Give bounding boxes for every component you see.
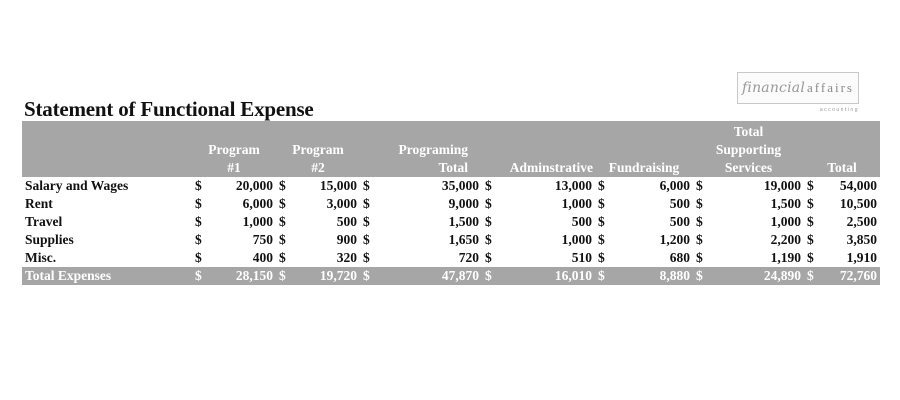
amount-value: 1,000 [242, 214, 273, 229]
currency-symbol: $ [696, 268, 703, 283]
amount-value: 1,650 [448, 232, 479, 247]
cell-program1 [192, 267, 276, 285]
table-body [22, 177, 880, 285]
cell-program2 [276, 177, 360, 195]
table-header-row [22, 121, 880, 177]
row-label: Travel [25, 214, 63, 229]
currency-symbol: $ [696, 250, 703, 265]
cell-program2 [276, 195, 360, 213]
currency-symbol: $ [279, 268, 286, 283]
header-administrative [482, 121, 595, 177]
table-row [22, 231, 880, 249]
amount-value: 19,000 [763, 178, 801, 193]
cell-fundraising [595, 177, 693, 195]
currency-symbol: $ [195, 196, 202, 211]
table-row [22, 195, 880, 213]
cell-administrative [482, 267, 595, 285]
currency-symbol: $ [485, 232, 492, 247]
row-label: Rent [25, 196, 53, 211]
amount-value: 20,000 [235, 178, 273, 193]
amount-value: 72,760 [839, 268, 877, 283]
currency-symbol: $ [807, 214, 814, 229]
currency-symbol: $ [598, 250, 605, 265]
cell-total [804, 249, 880, 267]
amount-value: 24,890 [763, 268, 801, 283]
amount-value: 1,000 [561, 232, 592, 247]
currency-symbol: $ [195, 214, 202, 229]
cell-supporting [693, 267, 804, 285]
header-line: Services [724, 160, 773, 175]
cell-program1 [192, 195, 276, 213]
amount-value: 1,000 [770, 214, 801, 229]
logo-subtitle: accounting [819, 107, 859, 113]
amount-value: 2,500 [846, 214, 877, 229]
amount-value: 320 [336, 250, 357, 265]
amount-value: 400 [252, 250, 273, 265]
cell-fundraising [595, 213, 693, 231]
row-label: Salary and Wages [25, 178, 129, 193]
currency-symbol: $ [807, 196, 814, 211]
header-total-supporting-services [693, 121, 804, 177]
amount-value: 1,190 [770, 250, 801, 265]
amount-value: 500 [669, 196, 690, 211]
table-row [22, 213, 880, 231]
cell-total [804, 195, 880, 213]
currency-symbol: $ [485, 178, 492, 193]
table-row [22, 177, 880, 195]
header-line: #2 [311, 160, 325, 175]
header-line: Total [733, 124, 764, 139]
cell-total [804, 177, 880, 195]
currency-symbol: $ [279, 196, 286, 211]
currency-symbol: $ [807, 232, 814, 247]
amount-value: 510 [571, 250, 592, 265]
amount-value: 900 [336, 232, 357, 247]
currency-symbol: $ [485, 214, 492, 229]
header-line: Programing [398, 142, 468, 157]
currency-symbol: $ [195, 232, 202, 247]
cell-supporting [693, 249, 804, 267]
header-program-2 [276, 121, 360, 177]
cell-total [804, 231, 880, 249]
currency-symbol: $ [598, 232, 605, 247]
amount-value: 1,500 [770, 196, 801, 211]
currency-symbol: $ [598, 214, 605, 229]
amount-value: 680 [669, 250, 690, 265]
page-title: Statement of Functional Expense [24, 97, 314, 121]
currency-symbol: $ [696, 196, 703, 211]
financial-affairs-logo [737, 72, 865, 116]
currency-symbol: $ [598, 268, 605, 283]
amount-value: 1,200 [659, 232, 690, 247]
cell-program2 [276, 213, 360, 231]
amount-value: 19,720 [319, 268, 357, 283]
header-total [804, 121, 880, 177]
logo-word-text: affairs [807, 80, 854, 95]
header-program-1 [192, 121, 276, 177]
cell-administrative [482, 195, 595, 213]
currency-symbol: $ [279, 232, 286, 247]
currency-symbol: $ [696, 214, 703, 229]
amount-value: 500 [336, 214, 357, 229]
currency-symbol: $ [485, 196, 492, 211]
amount-value: 2,200 [770, 232, 801, 247]
header-line: Total [827, 160, 857, 175]
cell-supporting [693, 177, 804, 195]
functional-expense-table [22, 121, 880, 285]
cell-programing-total [360, 249, 482, 267]
cell-administrative [482, 249, 595, 267]
currency-symbol: $ [485, 268, 492, 283]
cell-administrative [482, 177, 595, 195]
amount-value: 28,150 [235, 268, 273, 283]
header-label [22, 121, 192, 177]
header-line: Fundraising [608, 160, 680, 175]
currency-symbol: $ [696, 232, 703, 247]
amount-value: 6,000 [242, 196, 273, 211]
currency-symbol: $ [485, 250, 492, 265]
amount-value: 500 [571, 214, 592, 229]
header-programing-total [360, 121, 482, 177]
cell-programing-total [360, 177, 482, 195]
cell-programing-total [360, 231, 482, 249]
cell-programing-total [360, 213, 482, 231]
currency-symbol: $ [195, 178, 202, 193]
currency-symbol: $ [807, 178, 814, 193]
cell-program2 [276, 267, 360, 285]
cell-total [804, 267, 880, 285]
currency-symbol: $ [363, 196, 370, 211]
row-label: Supplies [25, 232, 74, 247]
cell-fundraising [595, 249, 693, 267]
amount-value: 720 [458, 250, 479, 265]
cell-administrative [482, 213, 595, 231]
cell-program1 [192, 177, 276, 195]
cell-program2 [276, 231, 360, 249]
logo-script-text: financial [742, 80, 805, 96]
amount-value: 16,010 [554, 268, 592, 283]
currency-symbol: $ [279, 214, 286, 229]
currency-symbol: $ [363, 232, 370, 247]
header-line: Supporting [715, 142, 782, 157]
amount-value: 1,500 [448, 214, 479, 229]
currency-symbol: $ [807, 250, 814, 265]
row-label: Misc. [25, 250, 57, 265]
total-expenses-row [22, 267, 880, 285]
amount-value: 13,000 [554, 178, 592, 193]
currency-symbol: $ [598, 196, 605, 211]
currency-symbol: $ [279, 250, 286, 265]
currency-symbol: $ [696, 178, 703, 193]
header-line: #1 [227, 160, 241, 175]
currency-symbol: $ [363, 178, 370, 193]
table-row [22, 249, 880, 267]
header-line: Total [438, 160, 468, 175]
logo-box [737, 72, 859, 104]
cell-administrative [482, 231, 595, 249]
cell-supporting [693, 231, 804, 249]
currency-symbol: $ [195, 268, 202, 283]
cell-fundraising [595, 195, 693, 213]
cell-total [804, 213, 880, 231]
header-line: Program [292, 142, 344, 157]
currency-symbol: $ [598, 178, 605, 193]
amount-value: 15,000 [319, 178, 357, 193]
cell-programing-total [360, 267, 482, 285]
cell-programing-total [360, 195, 482, 213]
amount-value: 1,910 [846, 250, 877, 265]
cell-supporting [693, 213, 804, 231]
cell-fundraising [595, 231, 693, 249]
currency-symbol: $ [363, 250, 370, 265]
amount-value: 500 [669, 214, 690, 229]
amount-value: 35,000 [441, 178, 479, 193]
cell-program1 [192, 249, 276, 267]
currency-symbol: $ [195, 250, 202, 265]
currency-symbol: $ [279, 178, 286, 193]
amount-value: 1,000 [561, 196, 592, 211]
amount-value: 8,880 [659, 268, 690, 283]
currency-symbol: $ [363, 268, 370, 283]
currency-symbol: $ [807, 268, 814, 283]
amount-value: 750 [252, 232, 273, 247]
amount-value: 47,870 [441, 268, 479, 283]
amount-value: 3,850 [846, 232, 877, 247]
cell-program1 [192, 213, 276, 231]
header-line: Adminstrative [509, 160, 593, 175]
header-fundraising [595, 121, 693, 177]
amount-value: 9,000 [448, 196, 479, 211]
header-line: Program [208, 142, 260, 157]
cell-program1 [192, 231, 276, 249]
amount-value: 10,500 [839, 196, 877, 211]
cell-supporting [693, 195, 804, 213]
amount-value: 3,000 [326, 196, 357, 211]
row-label: Total Expenses [22, 267, 192, 285]
amount-value: 54,000 [839, 178, 877, 193]
amount-value: 6,000 [659, 178, 690, 193]
cell-program2 [276, 249, 360, 267]
cell-fundraising [595, 267, 693, 285]
currency-symbol: $ [363, 214, 370, 229]
